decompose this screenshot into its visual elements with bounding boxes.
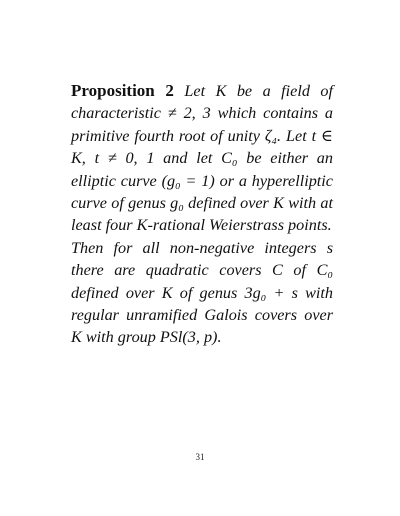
- proposition-block: [71, 80, 333, 349]
- proposition-text-1: Let K be a field of characteristic ≠ 2, 3 which contains a primitive fourth root of unity ζ₄. Let t ∈ K, t ≠ 0, 1 and let C₀ be either an elliptic curve (g₀ = 1) or a hyperelliptic curve of genus g₀ defined over K with at least four K-rational Weierstrass points.: [71, 82, 333, 235]
- proposition-paragraph-2: Then for all non-negative integers s there are quadratic covers C of C₀ defined over K of genus 3g₀ + s with regular unramified Galois covers over K with group PSl(3, p).: [71, 238, 333, 347]
- proposition-paragraph-1: [71, 80, 333, 237]
- page-number: 31: [195, 452, 205, 462]
- proposition-label: Proposition 2: [71, 81, 174, 100]
